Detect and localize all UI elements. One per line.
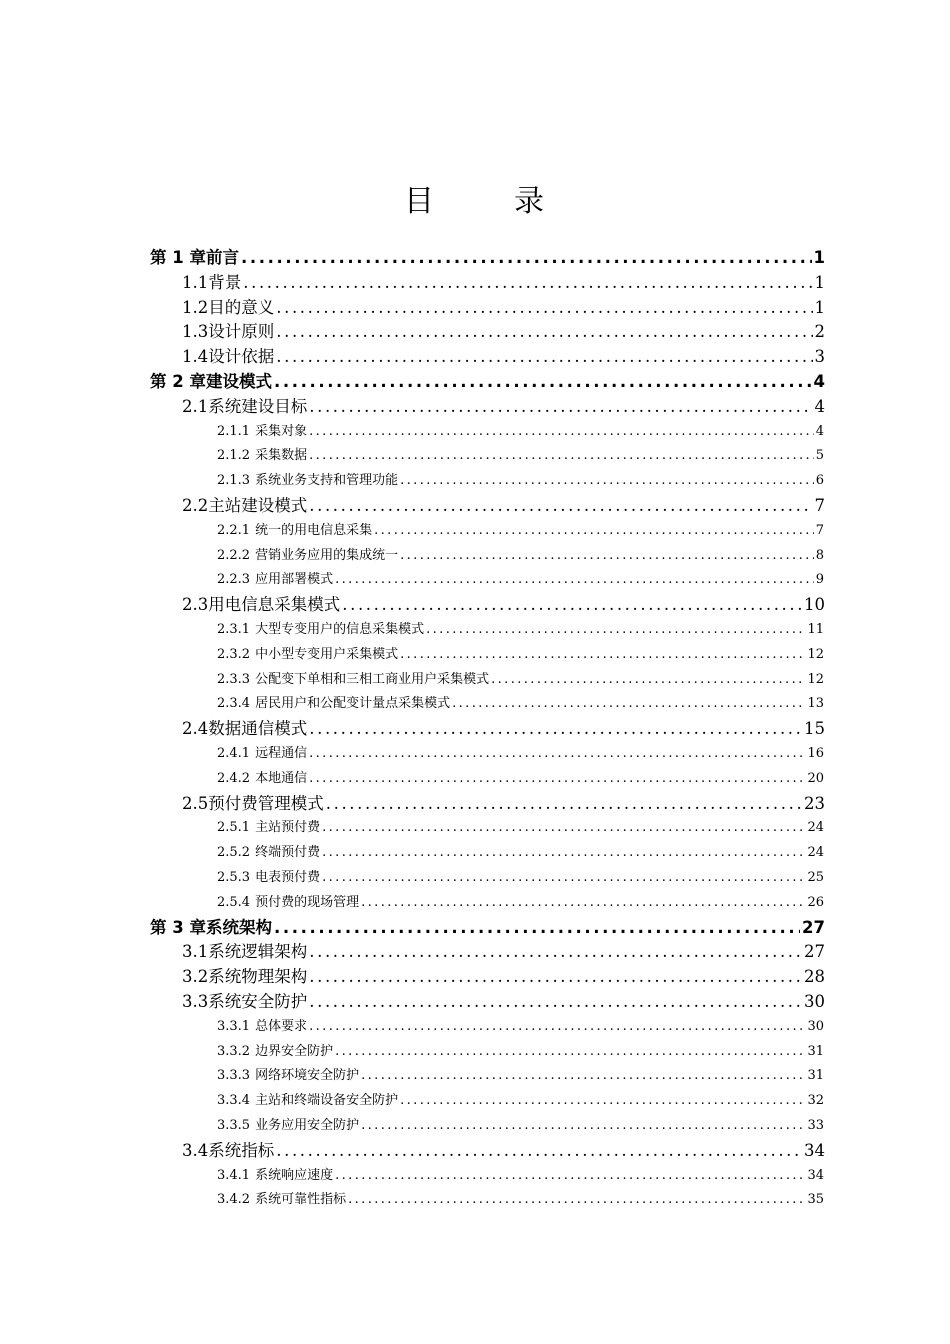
toc-leader-dots xyxy=(309,939,802,964)
toc-entry-title: 电表预付费 xyxy=(255,870,321,885)
toc-entry-page: 4 xyxy=(813,372,825,391)
toc-entry-number: 3.4.2 xyxy=(217,1192,251,1208)
toc-entry-page: 9 xyxy=(815,572,824,588)
toc-leader-dots xyxy=(348,1187,805,1212)
toc-leader-dots xyxy=(309,741,805,766)
toc-entry[interactable] xyxy=(182,493,825,518)
toc-entry-number: 3.3.3 xyxy=(217,1068,251,1084)
toc-entry-title: 系统架构 xyxy=(205,917,272,937)
toc-entry-number: 2.3.2 xyxy=(217,646,251,662)
toc-entry[interactable] xyxy=(150,245,825,270)
toc-leader-dots xyxy=(241,245,812,270)
toc-entry-page: 5 xyxy=(815,448,824,464)
toc-leader-dots xyxy=(361,890,805,915)
toc-entry-number: 2.2.1 xyxy=(217,522,251,538)
toc-entry[interactable] xyxy=(182,1138,825,1163)
toc-entry-page: 12 xyxy=(807,671,824,687)
toc-entry[interactable] xyxy=(217,890,824,915)
toc-entry[interactable] xyxy=(217,691,824,716)
toc-entry[interactable] xyxy=(217,1063,824,1088)
toc-entry-page: 6 xyxy=(815,473,824,489)
toc-leader-dots xyxy=(335,567,814,592)
toc-entry-title: 前言 xyxy=(205,248,239,267)
toc-entry[interactable] xyxy=(217,1014,824,1039)
toc-entry-number: 2.4.1 xyxy=(217,746,251,761)
toc-leader-dots xyxy=(491,667,805,692)
toc-entry[interactable] xyxy=(217,443,824,468)
toc-entry[interactable] xyxy=(182,394,825,419)
toc-title xyxy=(0,176,950,220)
toc-leader-dots xyxy=(322,840,805,865)
toc-leader-dots xyxy=(274,369,812,394)
toc-entry-page: 1 xyxy=(814,297,825,317)
toc-entry-number: 3.3 xyxy=(182,992,209,1011)
toc-entry-page: 13 xyxy=(807,696,824,712)
toc-leader-dots xyxy=(276,295,812,320)
toc-entry[interactable] xyxy=(217,617,824,642)
toc-entry-number: 1.1 xyxy=(182,272,209,292)
toc-entry-title: 主站和终端设备安全防护 xyxy=(255,1093,399,1109)
toc-leader-dots xyxy=(374,518,814,543)
toc-entry-page: 12 xyxy=(807,646,824,662)
toc-entry[interactable] xyxy=(182,592,825,617)
toc-entry-title: 营销业务应用的集成统一 xyxy=(255,547,399,563)
toc-entry-title: 中小型专变用户采集模式 xyxy=(255,646,399,662)
toc-entry-number: 1.3 xyxy=(182,322,209,342)
toc-leader-dots xyxy=(335,1163,805,1188)
toc-entry-number: 2.4.2 xyxy=(217,770,251,786)
toc-leader-dots xyxy=(335,1039,805,1064)
toc-entry-title: 系统逻辑架构 xyxy=(208,942,308,962)
toc-entry-number: 2.5.3 xyxy=(217,870,251,885)
toc-leader-dots xyxy=(400,1088,805,1113)
toc-entry-title: 用电信息采集模式 xyxy=(208,595,341,615)
toc-entry-title: 背景 xyxy=(208,272,242,292)
toc-entry[interactable] xyxy=(217,567,824,592)
toc-leader-dots xyxy=(326,791,802,816)
toc-entry-number: 2.2.2 xyxy=(217,547,251,563)
toc-entry-page: 30 xyxy=(807,1018,824,1034)
toc-entry[interactable] xyxy=(182,270,825,295)
toc-entry-page: 7 xyxy=(814,496,825,515)
toc-entry[interactable] xyxy=(182,939,825,964)
toc-leader-dots xyxy=(322,865,805,890)
toc-entry-title: 本地通信 xyxy=(255,770,308,786)
toc-entry[interactable] xyxy=(182,791,825,816)
toc-entry-number: 1.4 xyxy=(182,347,209,367)
toc-entry-page: 4 xyxy=(815,423,824,439)
toc-entry-page: 26 xyxy=(807,894,824,910)
toc-entry-page: 28 xyxy=(804,967,825,987)
toc-entry-page: 16 xyxy=(807,746,824,761)
toc-entry-page: 1 xyxy=(813,248,825,267)
toc-entry[interactable] xyxy=(182,295,825,320)
toc-entry-page: 23 xyxy=(804,793,825,813)
toc-entry-page: 34 xyxy=(807,1167,824,1183)
toc-entry-page: 7 xyxy=(815,522,824,538)
toc-entry[interactable] xyxy=(182,344,825,369)
toc-entry-title: 采集对象 xyxy=(255,423,308,439)
toc-entry-number: 3.1 xyxy=(182,942,209,962)
toc-leader-dots xyxy=(276,344,812,369)
toc-entry-page: 11 xyxy=(807,622,824,637)
toc-entry-title: 主站建设模式 xyxy=(208,496,308,515)
toc-entry-number: 2.1 xyxy=(182,396,209,416)
toc-entry-title: 边界安全防护 xyxy=(255,1043,334,1059)
toc-entry-title: 采集数据 xyxy=(255,448,308,464)
toc-entry-title: 系统指标 xyxy=(208,1140,275,1160)
toc-title-part1: 目 xyxy=(404,184,436,219)
toc-leader-dots xyxy=(342,592,802,617)
toc-entry-number: 2.2.3 xyxy=(217,572,251,588)
toc-entry-page: 31 xyxy=(807,1043,824,1059)
toc-entry-title: 远程通信 xyxy=(255,746,308,761)
toc-entry-number: 3.3.4 xyxy=(217,1093,251,1109)
toc-entry-number: 2.3.4 xyxy=(217,696,251,712)
toc-leader-dots xyxy=(243,270,812,295)
toc-leader-dots xyxy=(426,617,805,642)
toc-entry-number: 2.5.2 xyxy=(217,845,251,861)
toc-entry[interactable] xyxy=(182,319,825,344)
toc-entry-title: 主站预付费 xyxy=(255,820,321,836)
toc-entry-title: 统一的用电信息采集 xyxy=(255,522,373,538)
toc-entry-number: 2.1.2 xyxy=(217,448,251,464)
toc-entry-page: 20 xyxy=(807,770,824,786)
toc-entry-title: 居民用户和公配变计量点采集模式 xyxy=(255,696,451,712)
toc-leader-dots xyxy=(309,419,814,444)
toc-entry-title: 大型专变用户的信息采集模式 xyxy=(255,622,425,637)
toc-leader-dots xyxy=(309,766,805,791)
toc-entry-number: 2.5 xyxy=(182,793,209,813)
toc-leader-dots xyxy=(276,1138,802,1163)
toc-entry[interactable] xyxy=(217,543,824,568)
toc-entry-title: 总体要求 xyxy=(255,1018,308,1034)
toc-entry-page: 27 xyxy=(804,942,825,962)
toc-entry-title: 系统业务支持和管理功能 xyxy=(255,473,399,489)
toc-entry[interactable] xyxy=(217,766,824,791)
toc-entry[interactable] xyxy=(217,741,824,766)
toc-entry-number: 3.3.1 xyxy=(217,1018,251,1034)
toc-entry-page: 35 xyxy=(807,1192,824,1208)
toc-entry[interactable] xyxy=(217,1163,824,1188)
toc-entry-number: 3.3.5 xyxy=(217,1118,251,1133)
toc-entry[interactable] xyxy=(217,1113,824,1138)
toc-leader-dots xyxy=(452,691,805,716)
toc-entry-page: 4 xyxy=(814,396,825,416)
toc-entry-number: 1.2 xyxy=(182,297,209,317)
toc-entry-page: 31 xyxy=(807,1068,824,1084)
toc-leader-dots xyxy=(309,443,814,468)
toc-entry-number: 2.2 xyxy=(182,496,209,515)
toc-leader-dots xyxy=(309,716,802,741)
toc-entry-number: 3.4 xyxy=(182,1140,209,1160)
toc-entry-page: 15 xyxy=(804,719,825,739)
toc-entry-number: 第 2 章 xyxy=(150,372,206,391)
toc-entry-title: 设计依据 xyxy=(208,347,275,367)
toc-entry-page: 33 xyxy=(807,1118,824,1133)
toc-entry-title: 系统可靠性指标 xyxy=(255,1192,347,1208)
toc-entry-page: 25 xyxy=(807,870,824,885)
toc-leader-dots xyxy=(309,964,802,989)
toc-entry-page: 2 xyxy=(814,322,825,342)
toc-entry[interactable] xyxy=(217,667,824,692)
toc-entry[interactable] xyxy=(182,716,825,741)
toc-entry[interactable] xyxy=(150,915,825,940)
toc-entry-title: 应用部署模式 xyxy=(255,572,334,588)
toc-entry-page: 30 xyxy=(804,992,825,1011)
toc-leader-dots xyxy=(322,815,805,840)
toc-leader-dots xyxy=(361,1063,805,1088)
toc-entry-title: 系统建设目标 xyxy=(208,396,308,416)
toc-entry[interactable] xyxy=(217,840,824,865)
toc-entry[interactable] xyxy=(217,642,824,667)
toc-entry[interactable] xyxy=(217,468,824,493)
toc-leader-dots xyxy=(276,319,812,344)
toc-entry-title: 公配变下单相和三相工商业用户采集模式 xyxy=(255,671,490,687)
toc-entry-page: 8 xyxy=(815,547,824,563)
toc-entry[interactable] xyxy=(217,419,824,444)
toc-entry-page: 32 xyxy=(807,1093,824,1109)
toc-entry-number: 3.4.1 xyxy=(217,1167,251,1183)
toc-leader-dots xyxy=(400,468,814,493)
toc-entry-number: 3.3.2 xyxy=(217,1043,251,1059)
toc-entry-title: 数据通信模式 xyxy=(208,719,308,739)
toc-entry[interactable] xyxy=(217,1088,824,1113)
toc-entry-title: 设计原则 xyxy=(208,322,275,342)
toc-entry-title: 预付费的现场管理 xyxy=(255,894,360,910)
toc-entry-title: 业务应用安全防护 xyxy=(255,1118,360,1133)
toc-leader-dots xyxy=(400,543,814,568)
toc-leader-dots xyxy=(309,989,802,1014)
toc-entry-page: 3 xyxy=(814,347,825,367)
toc-entry-title: 系统响应速度 xyxy=(255,1167,334,1183)
toc-entry[interactable] xyxy=(217,518,824,543)
toc-entry[interactable] xyxy=(150,369,825,394)
toc-entry-page: 1 xyxy=(814,272,825,292)
toc-entry-page: 10 xyxy=(804,595,825,615)
toc-entry-page: 27 xyxy=(802,917,825,937)
toc-entry-page: 24 xyxy=(807,820,824,836)
toc-entry-number: 2.5.4 xyxy=(217,894,251,910)
toc-entry[interactable] xyxy=(182,964,825,989)
toc-entry-number: 2.1.1 xyxy=(217,423,251,439)
toc-entry-title: 终端预付费 xyxy=(255,845,321,861)
toc-leader-dots xyxy=(309,1014,805,1039)
toc-leader-dots xyxy=(361,1113,805,1138)
toc-entry-number: 2.1.3 xyxy=(217,473,251,489)
toc-entry[interactable] xyxy=(182,989,825,1014)
toc-entry-title: 目的意义 xyxy=(208,297,275,317)
toc-entry-page: 24 xyxy=(807,845,824,861)
toc-entry[interactable] xyxy=(217,1039,824,1064)
toc-leader-dots xyxy=(400,642,805,667)
toc-entry-title: 系统物理架构 xyxy=(208,967,308,987)
toc-entry-number: 2.5.1 xyxy=(217,820,251,836)
toc-entry-page: 34 xyxy=(804,1140,825,1160)
toc-entry-title: 系统安全防护 xyxy=(208,992,308,1011)
toc-entry-number: 2.4 xyxy=(182,719,209,739)
toc-entry-number: 2.3 xyxy=(182,595,209,615)
toc-title-part2: 录 xyxy=(514,184,546,219)
toc-leader-dots xyxy=(274,915,800,940)
toc-leader-dots xyxy=(309,493,812,518)
toc-entry-title: 预付费管理模式 xyxy=(208,793,324,813)
toc-entry-number: 3.2 xyxy=(182,967,209,987)
toc-entry-title: 网络环境安全防护 xyxy=(255,1068,360,1084)
toc-entry-number: 第 3 章 xyxy=(150,917,206,937)
toc-entry[interactable] xyxy=(217,815,824,840)
toc-entry[interactable] xyxy=(217,865,824,890)
toc-entry-number: 2.3.3 xyxy=(217,671,251,687)
toc-entry-number: 第 1 章 xyxy=(150,248,206,267)
toc-entry-title: 建设模式 xyxy=(205,372,272,391)
toc-leader-dots xyxy=(309,394,812,419)
toc-entry-number: 2.3.1 xyxy=(217,622,251,637)
toc-entry[interactable] xyxy=(217,1187,824,1212)
